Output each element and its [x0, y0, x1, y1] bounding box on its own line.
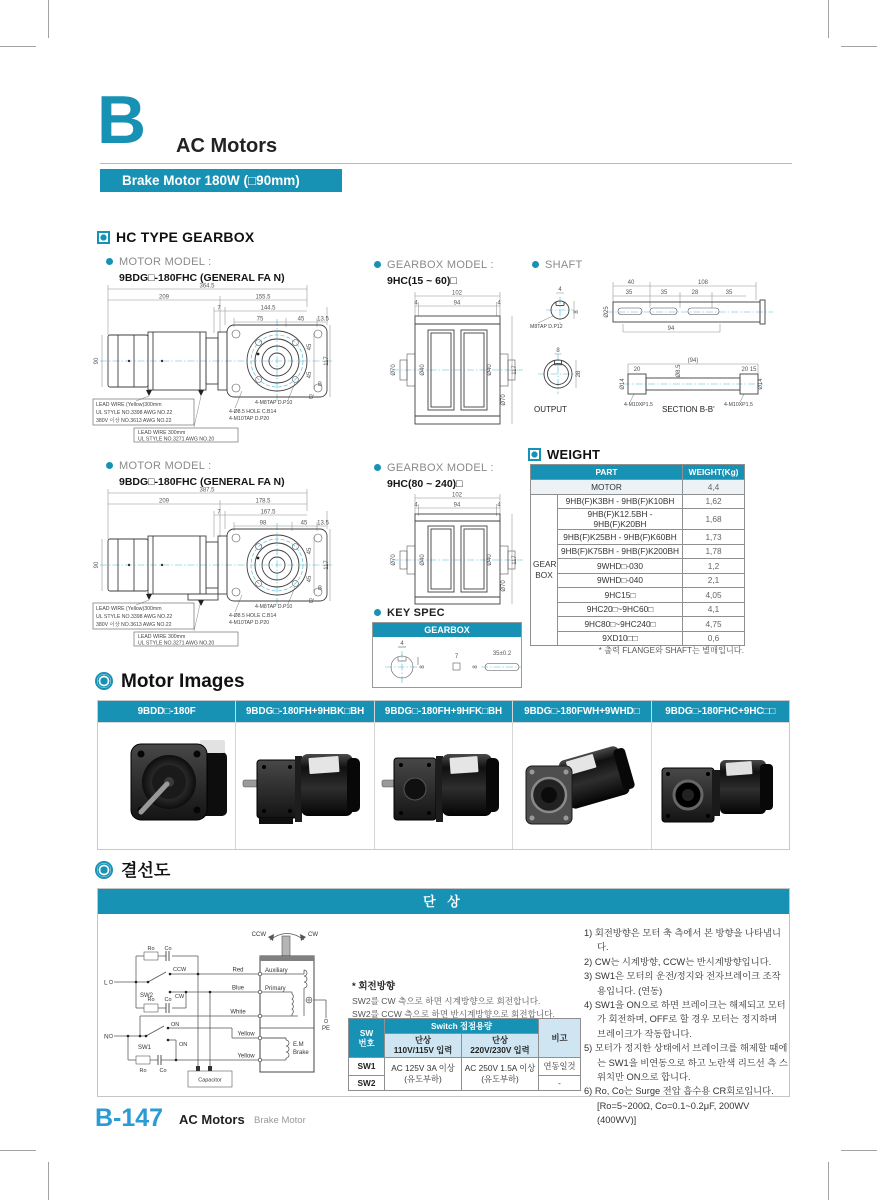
part-cell: 9HB(F)K75BH - 9HB(F)K200BH — [558, 544, 683, 559]
brake-label: Brake — [293, 1050, 309, 1056]
tap-note: M8TAP D.P12 — [530, 324, 563, 330]
dim: 13.5 — [317, 316, 329, 323]
motor2-model: 9BDG□-180FHC (GENERAL FA N) — [119, 476, 285, 488]
part-cell: MOTOR — [531, 480, 683, 495]
gearbox2-heading — [374, 458, 494, 490]
col-sw: SW 번호 — [349, 1019, 385, 1058]
motor-photo-worm-gear — [516, 730, 648, 842]
lead-note: LEAD WIRE 300mm — [138, 634, 186, 640]
lead-note: UL STYLE NO.3271 AWG NO.20 — [138, 640, 215, 647]
section-letter: B — [97, 82, 147, 158]
crop-mark — [48, 1162, 49, 1200]
note-item: 5) 모터가 정지한 상태에서 브레이크를 해제할 때에는 SW1을 비연동으로 하고 노란색 리드선 측 스위치만 ON으로 합니다. — [584, 1043, 788, 1083]
weight-cell: 4,75 — [683, 617, 745, 632]
weight-header-row — [531, 465, 745, 480]
wiring-diagram — [102, 920, 354, 1090]
note-item: 1) 회전방향은 모터 축 측에서 본 방향을 나타냅니다. — [584, 928, 781, 953]
ro-label: Ro — [139, 1068, 147, 1074]
shaft-ccw-label: CCW — [251, 932, 266, 938]
dim: 98 — [259, 520, 267, 527]
table-row — [531, 559, 745, 574]
group-cell — [531, 494, 558, 646]
motor-image-column — [236, 701, 374, 849]
dim: 75 — [256, 316, 264, 323]
n-terminal-label: N — [104, 1033, 109, 1041]
lead-note: UL STYLE NO.3398 AWG NO.22 — [96, 410, 173, 416]
dim: Ø40 — [420, 554, 426, 566]
group-label: GEAR — [533, 559, 557, 570]
ro-label: Ro — [147, 946, 155, 952]
on-label: ON — [179, 1042, 188, 1048]
weight-cell: 4,05 — [683, 588, 745, 603]
note-cell: 연동일것 — [539, 1057, 581, 1075]
dim-total: 364.5 — [199, 283, 215, 290]
motor-drawing-1 — [92, 283, 332, 443]
motor-image-column — [98, 701, 236, 849]
motor-image-column — [513, 701, 651, 849]
dim: 8 — [574, 310, 580, 314]
bullet-icon — [106, 462, 113, 469]
dim: 117 — [324, 560, 330, 570]
motor-image — [98, 723, 235, 849]
table-row — [531, 509, 745, 530]
motor-image-model: 9BDG□-180FHC+9HC□□ — [652, 701, 789, 723]
dim: Ø8.5 — [676, 364, 682, 378]
table-row — [531, 573, 745, 588]
motor-photo-flange — [101, 730, 233, 842]
dim: 7 — [217, 509, 221, 516]
keyspec-box — [372, 622, 522, 688]
table-row — [349, 1019, 581, 1034]
dim: 117 — [512, 555, 518, 565]
weight-cell: 0,6 — [683, 631, 745, 646]
header-span: Switch 접점용량 — [385, 1019, 539, 1034]
lead-note: LEAD WIRE (Yellow)300mm — [96, 402, 162, 408]
dim: Ø70 — [501, 580, 507, 592]
dim: 155.5 — [255, 294, 271, 301]
dim: 8 — [556, 348, 560, 354]
keyspec-label: KEY SPEC — [387, 607, 445, 619]
brake-label: E.M — [293, 1042, 304, 1048]
keyspec-heading — [374, 603, 445, 621]
white-wire-label: White — [230, 1009, 246, 1016]
tap-note: 4-M10TAP D.P20 — [229, 416, 270, 422]
ccw-label: CCW — [173, 967, 187, 973]
dim: 35 — [660, 290, 668, 296]
weight-cell: 1,78 — [683, 544, 745, 559]
circle-target-icon — [95, 861, 113, 879]
shaft-drawing — [528, 266, 790, 418]
motor2-heading — [106, 456, 285, 488]
crop-mark — [828, 0, 829, 38]
col-110: 단상 110V/115V 입력 — [385, 1034, 462, 1058]
table-row — [531, 631, 745, 646]
header-rule — [100, 163, 792, 164]
square-target-icon — [528, 448, 541, 461]
dim: Ø40 — [420, 364, 426, 376]
square-target-icon — [97, 231, 110, 244]
motor-photo-hollow-gearbox — [654, 730, 786, 842]
dim: 45 — [307, 343, 313, 351]
hc-section-heading — [97, 229, 254, 247]
yellow-wire-label: Yellow — [237, 1053, 255, 1060]
switch-table — [348, 1018, 581, 1091]
dim: 7 — [217, 305, 221, 312]
dim: 8 — [420, 665, 426, 669]
part-cell: 9HC15□ — [558, 588, 683, 603]
circle-target-icon — [95, 672, 113, 690]
shaft-label: SHAFT — [545, 259, 583, 271]
on-label: ON — [171, 1022, 180, 1028]
motor-image-model: 9BDD□-180F — [98, 701, 235, 723]
motor1-heading — [106, 252, 285, 284]
weight-table — [530, 464, 745, 646]
lead-note: UL STYLE NO.3271 AWG NO.20 — [138, 436, 215, 443]
part-cell: 9HB(F)K25BH - 9HB(F)K60BH — [558, 530, 683, 545]
part-cell: 9XD10□□ — [558, 631, 683, 646]
section-mark: B — [318, 382, 323, 388]
motor-images-title: Motor Images — [121, 671, 245, 692]
table-row — [531, 544, 745, 559]
dim: 4 — [497, 502, 501, 509]
section-mark: B — [318, 586, 323, 592]
motor-image — [652, 723, 789, 849]
motor-image-model: 9BDG□-180FH+9HFK□BH — [375, 701, 512, 723]
table-row — [531, 617, 745, 632]
dim: 20 — [633, 367, 641, 373]
gearbox1-model: 9HC(15 ~ 60)□ — [387, 275, 457, 287]
dim: 90 — [94, 561, 100, 569]
dim: 4 — [497, 300, 501, 307]
keyspec-header: GEARBOX — [373, 623, 521, 637]
note-item: 6) Ro, Co는 Surge 전압 흡수용 CR회로입니다. [Ro=5~200Ω, Co=0.1~0.2μF, 200WV (400WV)] — [584, 1086, 774, 1126]
wiring-heading — [95, 856, 170, 881]
table-row — [349, 1057, 581, 1075]
motor-image-model: 9BDG□-180FWH+9WHD□ — [513, 701, 650, 723]
dim: 90 — [94, 357, 100, 365]
crop-mark — [841, 46, 877, 47]
tap-note: 4-M10XP1.5 — [724, 402, 753, 408]
dim: 20 15 — [741, 367, 757, 373]
bullet-icon — [374, 609, 381, 616]
table-row — [531, 494, 745, 509]
dim: 45 — [307, 575, 313, 583]
weight-cell: 1,68 — [683, 509, 745, 530]
l-terminal-label: L — [104, 979, 108, 987]
motor-photo-gearhead — [239, 730, 371, 842]
col-note: 비고 — [539, 1019, 581, 1058]
page-badge: Brake Motor 180W (□90mm) — [100, 169, 342, 192]
motor-image — [236, 723, 373, 849]
dim: 35 — [725, 290, 733, 296]
col-weight: WEIGHT(Kg) — [683, 465, 745, 480]
wiring-notes — [584, 926, 788, 1128]
dim: 28 — [691, 290, 699, 296]
dim: 4 — [414, 502, 418, 509]
lead-note: 380V 이상 NO.3613 AWG NO.22 — [96, 418, 172, 424]
red-wire-label: Red — [232, 967, 244, 974]
part-cell: 9HB(F)K12.5BH - 9HB(F)K20BH — [558, 509, 683, 530]
gearbox2-model: 9HC(80 ~ 240)□ — [387, 478, 463, 490]
output-label: OUTPUT — [534, 405, 567, 414]
motor-image-column — [375, 701, 513, 849]
dim: 4 — [400, 641, 404, 647]
wiring-title: 결선도 — [121, 861, 171, 880]
motor-side-view — [108, 536, 227, 600]
lead-note: UL STYLE NO.3398 AWG NO.22 — [96, 614, 173, 620]
dim: 45 — [300, 520, 308, 527]
table-row — [531, 480, 745, 495]
dim: 209 — [158, 498, 170, 505]
sw1-label: SW1 — [138, 1045, 152, 1051]
note-cell: - — [539, 1075, 581, 1090]
weight-footnote: * 출력 FLANGE와 SHAFT는 별매입니다. — [598, 646, 744, 655]
table-row — [531, 602, 745, 617]
ro-label: Ro — [147, 997, 155, 1003]
gearbox2-label: GEARBOX MODEL : — [387, 462, 494, 474]
footer-subtitle: Brake Motor — [254, 1115, 306, 1126]
rotation-note-line: SW2를 CCW 측으로 하면 반시계방향으로 회전합니다. — [352, 1009, 555, 1019]
weight-heading — [528, 446, 600, 464]
rotation-note — [352, 978, 580, 1021]
bullet-icon — [106, 258, 113, 265]
keyspec-drawing — [373, 637, 521, 687]
part-cell: 9HB(F)K3BH - 9HB(F)K10BH — [558, 494, 683, 509]
dim: 102 — [451, 492, 463, 499]
dim: 102 — [451, 290, 463, 297]
pe-label: PE — [322, 1026, 331, 1032]
tap-note: 4-M10XP1.5 — [624, 402, 653, 408]
weight-cell: 2,1 — [683, 573, 745, 588]
dim: Ø40 — [487, 364, 493, 376]
capacitor-label: Capacitor — [198, 1077, 222, 1084]
weight-cell: 1,62 — [683, 494, 745, 509]
dim: 117 — [512, 365, 518, 375]
part-cell: 9HC20□~9HC60□ — [558, 602, 683, 617]
dim: 13.5 — [317, 520, 329, 527]
crop-mark — [0, 46, 36, 47]
weight-cell: 1,73 — [683, 530, 745, 545]
gearbox1-label: GEARBOX MODEL : — [387, 259, 494, 271]
sw2-label: SW2 — [140, 993, 154, 999]
part-cell: 9WHD□-040 — [558, 573, 683, 588]
note-item: 3) SW1은 모터의 운전/정지와 전자브레이크 조작용입니다. (연동) — [584, 971, 781, 996]
rotation-note-title: * 회전방향 — [352, 981, 396, 992]
tap-note: 4-M8TAP D.P10 — [255, 604, 293, 610]
table-row — [531, 588, 745, 603]
dim: 45 — [307, 547, 313, 555]
dim: 94 — [667, 326, 675, 332]
dim: 7 — [454, 654, 459, 660]
tap-note: 4-M8TAP D.P10 — [255, 400, 293, 406]
sw2-cell: SW2 — [349, 1075, 385, 1090]
gearbox-drawing-1 — [390, 290, 525, 442]
dim: Ø14 — [620, 378, 626, 390]
co-label: Co — [164, 946, 172, 952]
auxiliary-label: Auxiliary — [265, 968, 288, 974]
co-label: Co — [164, 997, 172, 1003]
dim: 28 — [576, 370, 582, 378]
col-part: PART — [531, 465, 683, 480]
col-220: 단상 220V/230V 입력 — [462, 1034, 539, 1058]
motor-image — [375, 723, 512, 849]
dim: 117 — [324, 356, 330, 366]
crop-mark — [828, 1162, 829, 1200]
lead-note: LEAD WIRE 300mm — [138, 430, 186, 436]
yellow-wire-label: Yellow — [237, 1031, 255, 1038]
dim: Ø70 — [501, 394, 507, 406]
dim: 45 — [307, 371, 313, 379]
rotation-note-line: SW2를 CW 측으로 하면 시계방향으로 회전합니다. — [352, 996, 541, 1006]
gearbox1-heading — [374, 255, 494, 287]
dim-total: 387.5 — [199, 487, 215, 494]
dim: Ø70 — [391, 364, 397, 376]
footer-title: AC Motors — [179, 1112, 245, 1127]
dim: 108 — [697, 280, 709, 286]
group-label: BOX — [535, 569, 553, 580]
motor1-model: 9BDG□-180FHC (GENERAL FA N) — [119, 272, 285, 284]
dim: 35±0.2 — [492, 651, 512, 657]
weight-cell: 4,4 — [683, 480, 745, 495]
weight-cell: 1,2 — [683, 559, 745, 574]
dim: 4 — [414, 300, 418, 307]
note-item: 4) SW1을 ON으로 하면 브레이크는 해제되고 모터가 회전하며, OFF로 할 경우 모터는 정지하며 브레이크가 작동합니다. — [584, 1000, 786, 1039]
val-220-cell: AC 250V 1.5A 이상 (유도부하) — [462, 1057, 539, 1090]
crop-mark — [841, 1150, 877, 1151]
bullet-icon — [374, 464, 381, 471]
dim: Ø40 — [487, 554, 493, 566]
dim: 178.5 — [255, 498, 271, 505]
motor-image-column — [652, 701, 789, 849]
dim: Ø14 — [758, 378, 764, 390]
phase-bar: 단 상 — [98, 889, 789, 914]
dim: 209 — [158, 294, 170, 301]
dim: 45 — [297, 316, 305, 323]
tap-note: 4-M10TAP D.P20 — [229, 620, 270, 626]
val-110-cell: AC 125V 3A 이상 (유도부하) — [385, 1057, 462, 1090]
bullet-icon — [374, 261, 381, 268]
weight-title: WEIGHT — [547, 447, 601, 462]
blue-wire-label: Blue — [231, 985, 245, 992]
dim: 167.5 — [260, 509, 276, 516]
dim: Ø25 — [604, 306, 610, 318]
cw-label: CW — [175, 994, 185, 1000]
motor2-label: MOTOR MODEL : — [119, 460, 212, 472]
tap-note: 4-Ø8.5 HOLE C.B14 — [229, 613, 277, 619]
tap-note: 4-Ø8.5 HOLE C.B14 — [229, 409, 277, 415]
section-mark: B' — [309, 395, 315, 401]
section-mark: B' — [309, 599, 315, 605]
crop-mark — [48, 0, 49, 38]
motor-photo-gearhead-flange — [378, 730, 510, 842]
motor-image-model: 9BDG□-180FH+9HBK□BH — [236, 701, 373, 723]
dim: 94 — [453, 300, 461, 307]
weight-cell: 4,1 — [683, 602, 745, 617]
dim: 40 — [627, 280, 635, 286]
motor-drawing-2 — [92, 487, 332, 647]
co-label: Co — [159, 1068, 167, 1074]
dim: (94) — [687, 358, 699, 364]
section-label: SECTION B-B' — [662, 405, 715, 414]
gearbox-front-view — [415, 514, 500, 604]
lead-note: 380V 이상 NO.3613 AWG NO.22 — [96, 622, 172, 628]
motor-images-heading — [95, 671, 245, 693]
note-item: 2) CW는 시계방향, CCW는 반시계방향입니다. — [584, 956, 772, 967]
dim: 35 — [625, 290, 633, 296]
part-cell: 9HC80□~9HC240□ — [558, 617, 683, 632]
crop-mark — [0, 1150, 36, 1151]
dim: 8 — [473, 665, 479, 669]
dim: Ø70 — [391, 554, 397, 566]
table-row — [531, 530, 745, 545]
page-number: B-147 — [95, 1104, 164, 1132]
dim: 144.5 — [260, 305, 276, 312]
shaft-cw-label: CW — [308, 932, 318, 938]
gearbox-drawing-2 — [390, 492, 525, 612]
dim: 4 — [558, 287, 562, 293]
motor-image — [513, 723, 650, 849]
part-cell: 9WHD□-030 — [558, 559, 683, 574]
primary-label: Primary — [265, 986, 286, 992]
motor-images-grid — [97, 700, 790, 850]
motor1-label: MOTOR MODEL : — [119, 256, 212, 268]
dim: 94 — [453, 502, 461, 509]
page-title: AC Motors — [176, 135, 278, 157]
lead-note: LEAD WIRE (Yellow)300mm — [96, 606, 162, 612]
sw1-cell: SW1 — [349, 1057, 385, 1075]
hc-section-title: HC TYPE GEARBOX — [116, 229, 255, 245]
